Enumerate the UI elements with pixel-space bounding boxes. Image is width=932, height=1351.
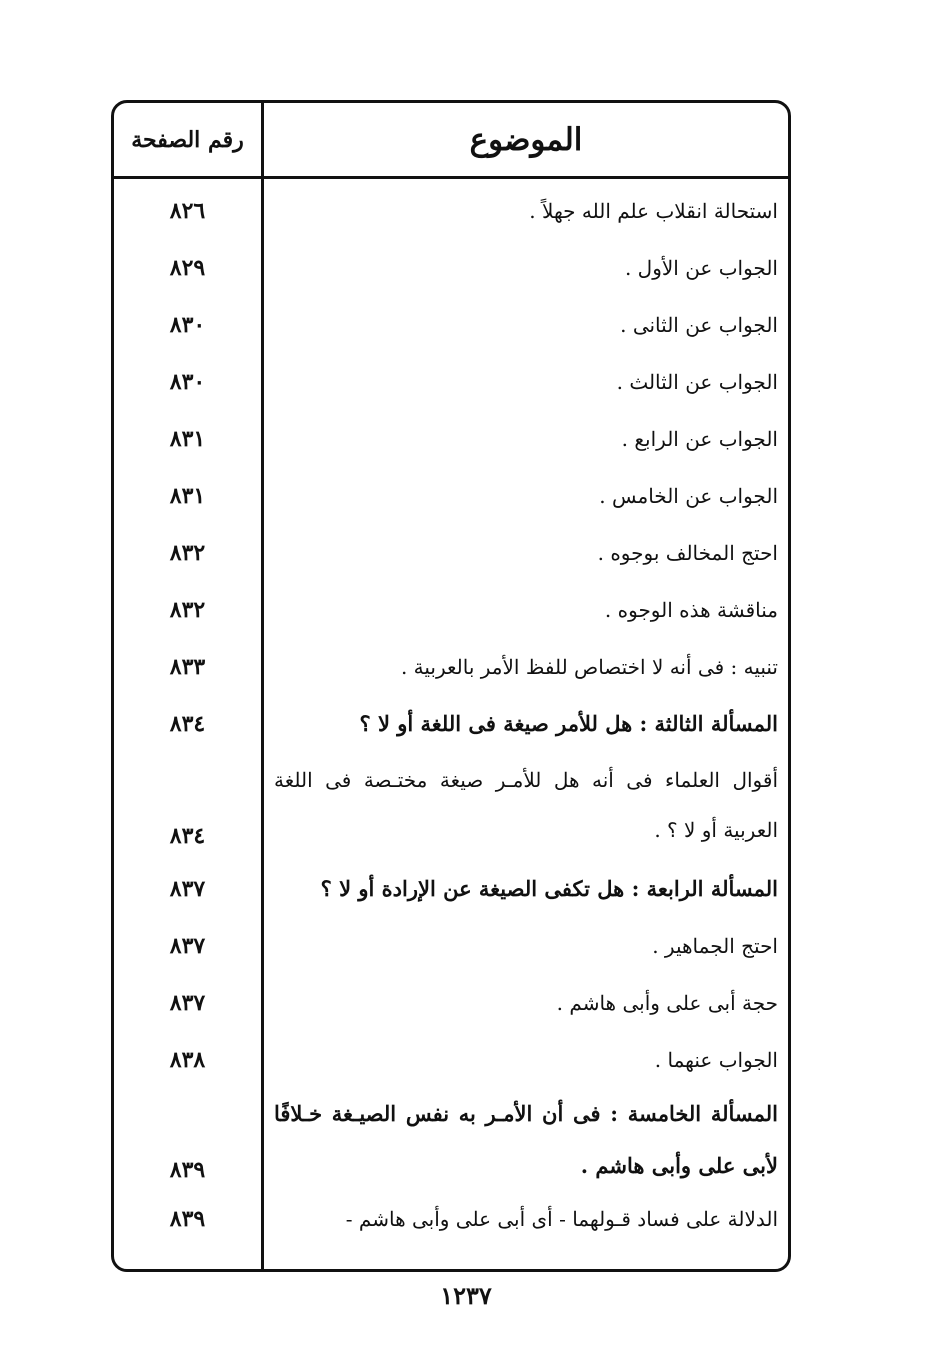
entry-topic: أقوال العلماء فى أنه هل للأمـر صيغة مختـصة فى اللغة العربية أو لا ؟ .	[274, 768, 779, 842]
entry-page-number: ٨٣٩	[169, 1157, 206, 1183]
entry-topic: الجواب عن الأول .	[624, 256, 778, 280]
entry-topic: احتج المخالف بوجوه .	[597, 541, 778, 565]
entry-topic: استحالة انقلاب علم الله جهلاً .	[529, 199, 778, 223]
index-table	[111, 100, 791, 1272]
entry-page-number: ٨٣١	[169, 426, 206, 452]
entry-page-number: ٨٣٤	[169, 711, 206, 737]
entry-topic: المسألة الخامسة : فى أن الأمـر به نفس الصيـغة خـلافًا لأبى على وأبى هاشم .	[274, 1101, 778, 1178]
entry-topic: تنبيه : فى أنه لا اختصاص للفظ الأمر بالعربية .	[400, 655, 778, 679]
entry-page-number: ٨٣٢	[169, 540, 206, 566]
entry-topic: الجواب عن الثالث .	[616, 370, 778, 394]
entry-topic: الجواب عن الثانى .	[620, 313, 778, 337]
entry-page-number: ٨٣٧	[169, 933, 206, 959]
entry-topic: مناقشة هذه الوجوه .	[604, 598, 778, 622]
entry-topic: الجواب عن الخامس .	[599, 484, 778, 508]
entry-topic: الجواب عنهما .	[654, 1048, 778, 1072]
entry-page-number: ٨٣٢	[169, 597, 206, 623]
subject-column-header: الموضوع	[469, 121, 583, 158]
entry-topic: حجة أبى على وأبى هاشم .	[556, 991, 778, 1015]
entry-topic: المسألة الثالثة : هل للأمر صيغة فى اللغة أو لا ؟	[359, 711, 778, 736]
entry-page-number: ٨٣٠	[169, 312, 206, 338]
entry-topic: الدلالة على فساد قـولهما - أى أبى على وأبى هاشم -	[345, 1207, 778, 1231]
entry-page-number: ٨٣٩	[169, 1206, 206, 1232]
entry-page-number: ٨٣٠	[169, 369, 206, 395]
entry-topic: احتج الجماهير .	[652, 934, 778, 958]
page-number-footer: ١٢٣٧	[440, 1281, 492, 1310]
column-divider	[261, 103, 264, 1269]
entry-page-number: ٨٢٦	[169, 198, 206, 224]
page-number-column-header: رقم الصفحة	[131, 126, 244, 153]
entry-page-number: ٨٣٤	[169, 823, 206, 849]
entry-page-number: ٨٣٨	[169, 1047, 206, 1073]
entry-page-number: ٨٢٩	[169, 255, 206, 281]
entry-page-number: ٨٣٧	[169, 876, 206, 902]
entry-topic: الجواب عن الرابع .	[621, 427, 778, 451]
entry-page-number: ٨٣٧	[169, 990, 206, 1016]
entry-topic: المسألة الرابعة : هل تكفى الصيغة عن الإرادة أو لا ؟	[320, 876, 778, 901]
header-divider	[114, 176, 788, 179]
entry-page-number: ٨٣١	[169, 483, 206, 509]
entry-page-number: ٨٣٣	[169, 654, 206, 680]
